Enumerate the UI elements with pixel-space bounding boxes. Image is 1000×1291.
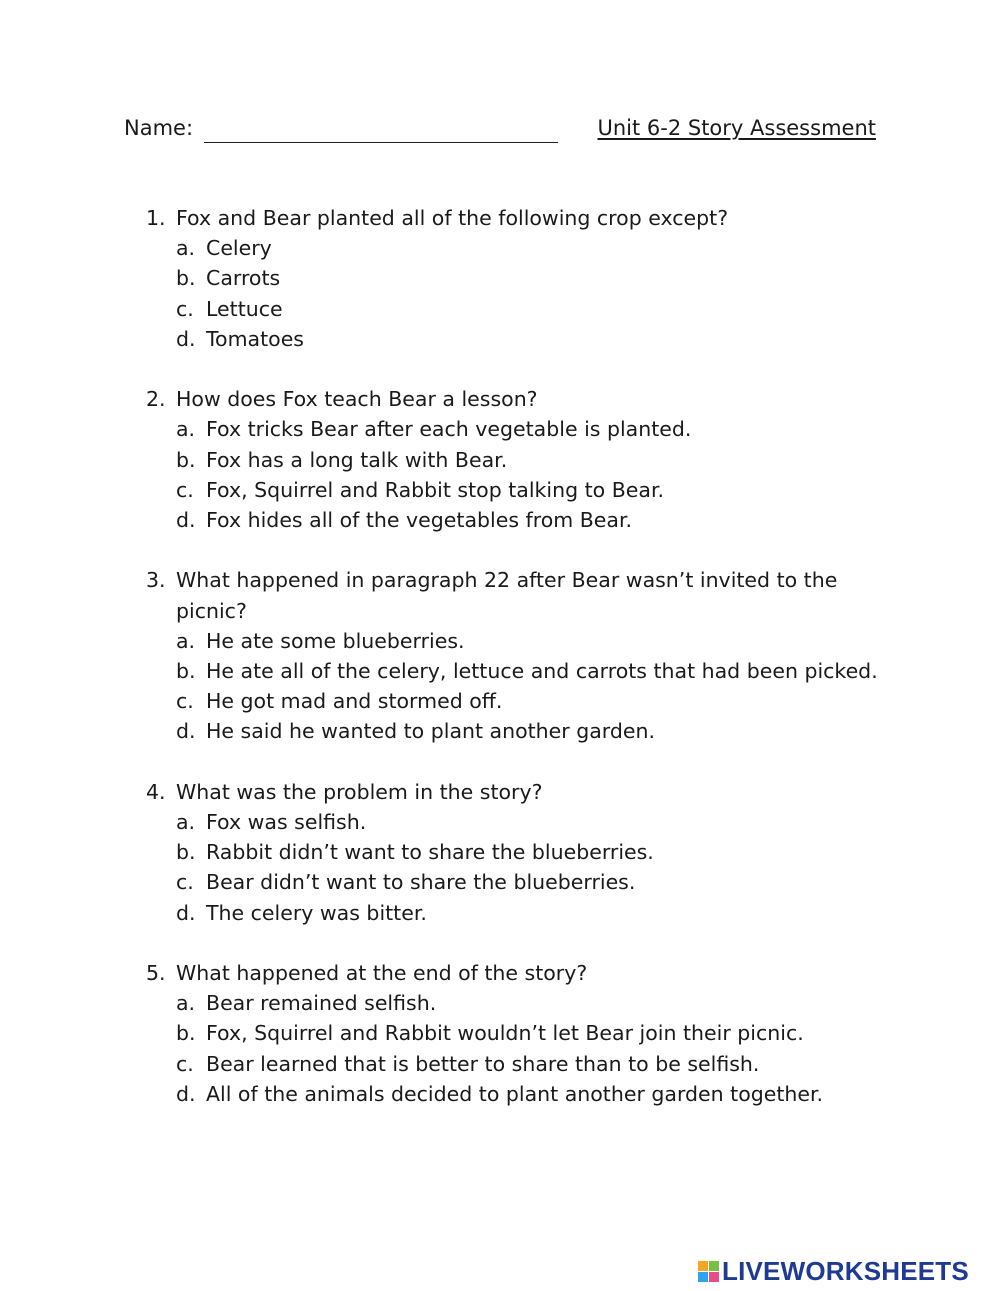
option-letter: b. — [176, 266, 196, 291]
question-number: 4. — [146, 779, 166, 804]
answer-option — [176, 686, 886, 716]
logo-block — [709, 1272, 719, 1282]
option-text: Bear learned that is better to share than to be selfish. — [206, 1051, 760, 1076]
answer-options — [176, 807, 886, 928]
answer-option — [176, 324, 886, 354]
option-letter: c. — [176, 477, 194, 502]
option-letter: a. — [176, 628, 196, 653]
option-text: Rabbit didn’t want to share the blueberries. — [206, 840, 654, 865]
question-4 — [146, 777, 886, 928]
option-text: Bear didn’t want to share the blueberries. — [206, 870, 636, 895]
question-5 — [146, 958, 886, 1109]
liveworksheets-blocks-icon — [698, 1261, 719, 1282]
option-letter: d. — [176, 1081, 196, 1106]
answer-option — [176, 988, 886, 1018]
option-letter: c. — [176, 689, 194, 714]
question-text: Fox and Bear planted all of the following crop except? — [176, 206, 729, 230]
answer-option — [176, 716, 886, 746]
option-letter: a. — [176, 810, 196, 835]
option-text: All of the animals decided to plant another garden together. — [206, 1081, 824, 1106]
option-text: He said he wanted to plant another garden. — [206, 719, 656, 744]
option-letter: a. — [176, 236, 196, 261]
option-text: Fox, Squirrel and Rabbit stop talking to Bear. — [206, 477, 665, 502]
answer-option — [176, 807, 886, 837]
worksheet-header — [124, 116, 876, 150]
question-stem — [146, 777, 886, 807]
answer-option — [176, 445, 886, 475]
option-letter: b. — [176, 1021, 196, 1046]
answer-option — [176, 263, 886, 293]
option-letter: c. — [176, 870, 194, 895]
question-text: What was the problem in the story? — [176, 779, 543, 804]
logo-block — [709, 1261, 719, 1271]
option-letter: d. — [176, 326, 196, 351]
option-text: Celery — [206, 236, 272, 261]
question-number: 2. — [146, 387, 166, 412]
question-number: 3. — [146, 568, 166, 593]
option-text: He got mad and stormed off. — [206, 689, 503, 714]
option-text: The celery was bitter. — [206, 900, 427, 925]
answer-options — [176, 414, 886, 535]
answer-option — [176, 1049, 886, 1079]
option-letter: c. — [176, 296, 194, 321]
logo-text: LIVEWORKSHEETS — [722, 1255, 969, 1286]
answer-option — [176, 233, 886, 263]
option-letter: a. — [176, 417, 196, 442]
question-number: 1. — [146, 206, 166, 230]
worksheet-title: Unit 6-2 Story Assessment — [597, 116, 876, 140]
option-letter: d. — [176, 900, 196, 925]
question-1 — [146, 203, 886, 354]
option-text: Bear remained selfish. — [206, 991, 437, 1016]
question-number: 5. — [146, 961, 166, 986]
answer-option — [176, 294, 886, 324]
question-stem — [146, 958, 886, 988]
option-text: He ate all of the celery, lettuce and carrots that had been picked. — [206, 659, 878, 684]
answer-option — [176, 898, 886, 928]
question-stem — [146, 565, 886, 625]
name-label: Name: — [124, 116, 194, 140]
answer-options — [176, 233, 886, 354]
question-3 — [146, 565, 886, 746]
answer-option — [176, 837, 886, 867]
option-text: Fox, Squirrel and Rabbit wouldn’t let Bear join their picnic. — [206, 1021, 804, 1046]
option-letter: b. — [176, 840, 196, 865]
answer-option — [176, 414, 886, 444]
option-text: He ate some blueberries. — [206, 628, 465, 653]
question-text: What happened at the end of the story? — [176, 961, 588, 986]
question-stem — [146, 384, 886, 414]
answer-option — [176, 656, 886, 686]
option-text: Fox hides all of the vegetables from Bear. — [206, 508, 633, 533]
answer-options — [176, 626, 886, 747]
answer-option — [176, 475, 886, 505]
name-blank-line — [204, 142, 558, 143]
option-letter: d. — [176, 508, 196, 533]
answer-option — [176, 626, 886, 656]
question-stem — [146, 203, 886, 233]
answer-option — [176, 1018, 886, 1048]
option-letter: a. — [176, 991, 196, 1016]
option-text: Fox was selfish. — [206, 810, 367, 835]
option-text: Carrots — [206, 266, 281, 291]
answer-option — [176, 1079, 886, 1109]
option-text: Fox has a long talk with Bear. — [206, 447, 508, 472]
option-letter: b. — [176, 447, 196, 472]
logo-block — [698, 1272, 708, 1282]
option-text: Lettuce — [206, 296, 283, 321]
option-text: Tomatoes — [206, 326, 304, 351]
logo-block — [698, 1261, 708, 1271]
answer-option — [176, 867, 886, 897]
liveworksheets-logo — [698, 1257, 969, 1285]
option-letter: b. — [176, 659, 196, 684]
answer-option — [176, 505, 886, 535]
question-list — [146, 203, 886, 1139]
answer-options — [176, 988, 886, 1109]
question-text: What happened in paragraph 22 after Bear wasn’t invited to the picnic? — [176, 568, 838, 623]
option-text: Fox tricks Bear after each vegetable is planted. — [206, 417, 692, 442]
option-letter: c. — [176, 1051, 194, 1076]
question-text: How does Fox teach Bear a lesson? — [176, 387, 538, 412]
question-2 — [146, 384, 886, 535]
option-letter: d. — [176, 719, 196, 744]
